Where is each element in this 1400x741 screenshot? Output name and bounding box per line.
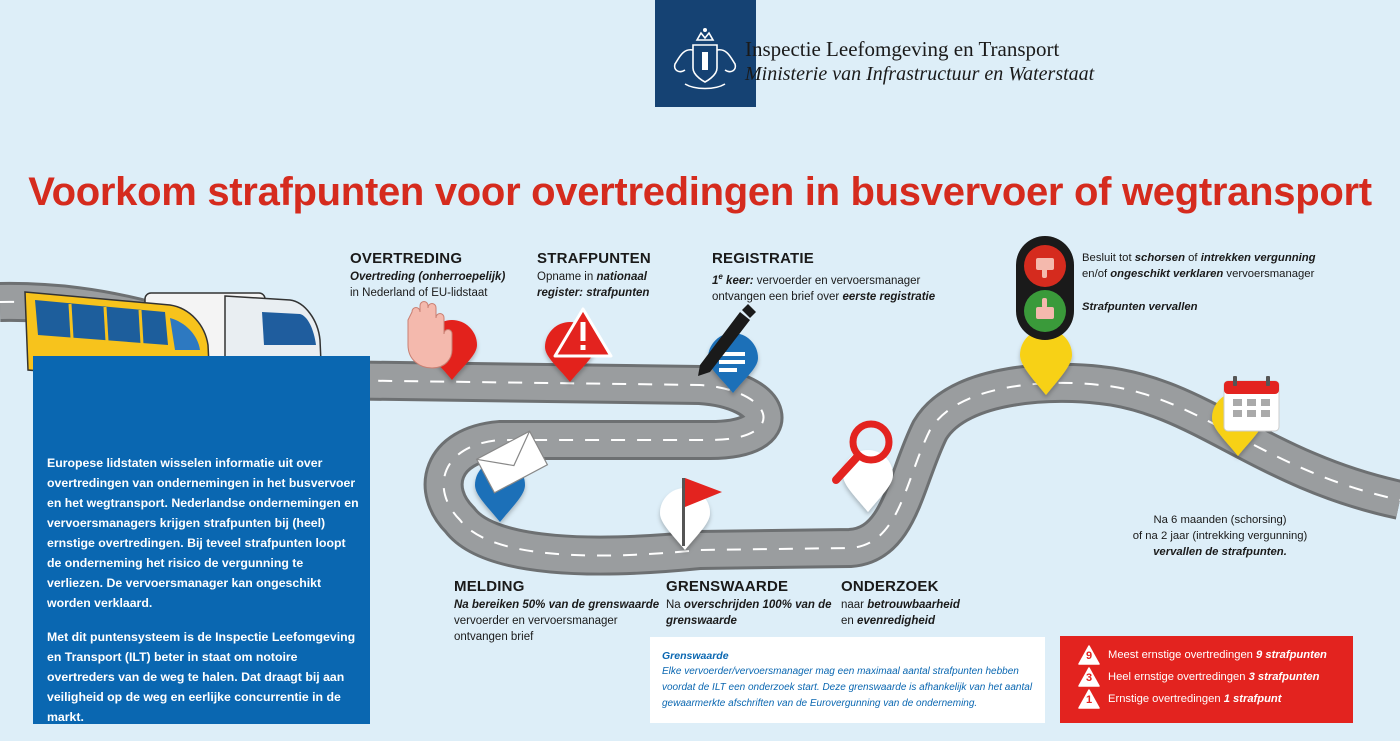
tl-text-emphasis: Strafpunten vervallen xyxy=(1082,301,1198,313)
step-text xyxy=(712,269,935,305)
calendar-icon xyxy=(1224,376,1279,431)
tl-text-emphasis: intrekken vergunning xyxy=(1200,252,1316,264)
points-label: Meest ernstige overtredingen xyxy=(1108,649,1253,661)
step-title: GRENSWAARDE xyxy=(666,578,789,595)
step-text xyxy=(537,269,651,301)
step-text-emphasis: keer: xyxy=(722,274,754,287)
intro-paragraph: Europese lidstaten wisselen informatie uit over overtredingen van ondernemingen in het busvervoer en het wegtransport. Nederlandse ondernemingen en vervoersmanagers krijgen strafpunten bij (heel) ernstige overtredingen. Bij teveel strafpunten loopt de onderneming het risico de vergunning te verliezen. De vervoersmanager kan ongeschikt worden verklaard. xyxy=(47,456,359,610)
step-text xyxy=(841,597,960,629)
tl-text-part: en/of xyxy=(1082,268,1111,280)
step-text-line: in Nederland of EU-lidstaat xyxy=(350,287,488,299)
warning-triangle-icon xyxy=(1078,689,1100,709)
grenswaarde-info-title: Grenswaarde xyxy=(662,650,729,662)
step-text-line: vervoerder en vervoersmanager xyxy=(454,615,618,627)
page-title: Voorkom strafpunten voor overtredingen in busvervoer of wegtransport xyxy=(28,170,1372,214)
tl-text-emphasis: ongeschikt verklaren xyxy=(1110,268,1224,280)
step-text xyxy=(350,269,505,301)
step-title: MELDING xyxy=(454,578,525,595)
step-text-emphasis: 1 xyxy=(712,274,719,287)
step-text-emphasis: register: strafpunten xyxy=(537,287,650,299)
traffic-light-red-text xyxy=(1082,250,1316,282)
warning-triangle-icon xyxy=(1078,667,1100,687)
org-name: Inspectie Leefomgeving en Transport xyxy=(745,37,1060,61)
grenswaarde-info-text: Elke vervoerder/vervoersmanager mag een maximaal aantal strafpunten hebben voordat de ILT een onderzoek start. Deze grenswaarde is afhankelijk van het aantal gewaarmerkte afschriften van de Eurovergunning van de onderneming. xyxy=(662,666,1033,709)
expiry-note-line: of na 2 jaar (intrekking vergunning) xyxy=(1132,530,1308,542)
intro-paragraph: Met dit puntensysteem is de Inspectie Leefomgeving en Transport (ILT) beter in staat om notoire overtreders van de weg te halen. Dat draagt bij aan veiligheid op de weg en eerlijke concurrentie in de markt. xyxy=(47,630,356,724)
points-row xyxy=(1078,667,1319,687)
hand-stop-icon xyxy=(408,302,452,369)
intro-text xyxy=(47,453,362,741)
step-text-emphasis: Na bereiken 50% van de grenswaarde xyxy=(454,599,660,611)
step-title: REGISTRATIE xyxy=(712,250,814,267)
points-number: 1 xyxy=(1085,694,1093,706)
rijksoverheid-coat-of-arms-icon xyxy=(655,0,756,107)
step-melding xyxy=(454,578,659,645)
step-text-line: en xyxy=(841,615,857,627)
step-registratie xyxy=(712,250,935,305)
step-text-emphasis: betrouwbaarheid xyxy=(867,599,960,611)
step-text-emphasis: grenswaarde xyxy=(666,615,737,627)
points-value: 3 strafpunten xyxy=(1248,671,1320,683)
step-text-emphasis: eerste registratie xyxy=(842,290,936,303)
traffic-light-icon xyxy=(1016,236,1074,340)
logo-block xyxy=(655,0,756,107)
step-text-line: ontvangen brief xyxy=(454,631,534,643)
step-text-line: Overtreding (onherroepelijk) xyxy=(350,271,506,283)
points-value: 1 strafpunt xyxy=(1223,693,1282,705)
warning-triangle-icon xyxy=(1078,645,1100,665)
step-text-line: Opname in xyxy=(537,271,597,283)
step-title: ONDERZOEK xyxy=(841,578,939,595)
step-text-emphasis: nationaal xyxy=(596,271,647,283)
step-text-emphasis: evenredigheid xyxy=(857,615,935,627)
step-text-line: naar xyxy=(841,599,868,611)
expiry-note-line: Na 6 maanden (schorsing) xyxy=(1153,514,1287,526)
tl-text-emphasis: schorsen xyxy=(1134,252,1185,264)
points-row xyxy=(1078,645,1327,665)
tl-text-part: of xyxy=(1184,252,1201,264)
traffic-light-green-text xyxy=(1082,299,1198,315)
step-text xyxy=(454,597,659,645)
step-text-line: ontvangen een brief over xyxy=(712,290,843,303)
step-text-line: vervoerder en vervoersmanager xyxy=(753,274,921,287)
points-label: Heel ernstige overtredingen xyxy=(1108,671,1246,683)
points-number: 9 xyxy=(1085,650,1093,662)
expiry-note xyxy=(1120,512,1320,560)
points-label: Ernstige overtredingen xyxy=(1108,693,1221,705)
ministry-name: Ministerie van Infrastructuur en Waterstaat xyxy=(745,63,1095,85)
step-text-line: Na xyxy=(666,599,684,611)
step-title: OVERTREDING xyxy=(350,250,463,267)
step-overtreding xyxy=(350,250,505,301)
step-strafpunten xyxy=(537,250,651,301)
points-number: 3 xyxy=(1085,672,1093,684)
step-text-sup: e xyxy=(718,272,723,281)
tl-text-part: vervoersmanager xyxy=(1223,268,1315,280)
points-row xyxy=(1078,689,1282,709)
points-value: 9 strafpunten xyxy=(1256,649,1327,661)
step-text-emphasis: overschrijden 100% van de xyxy=(683,599,832,611)
expiry-note-emphasis: vervallen de strafpunten. xyxy=(1153,546,1287,558)
step-title: STRAFPUNTEN xyxy=(537,250,651,267)
step-text xyxy=(666,597,832,629)
step-grenswaarde xyxy=(666,578,832,629)
tl-text-part: Besluit tot xyxy=(1082,252,1135,264)
step-onderzoek xyxy=(841,578,960,629)
